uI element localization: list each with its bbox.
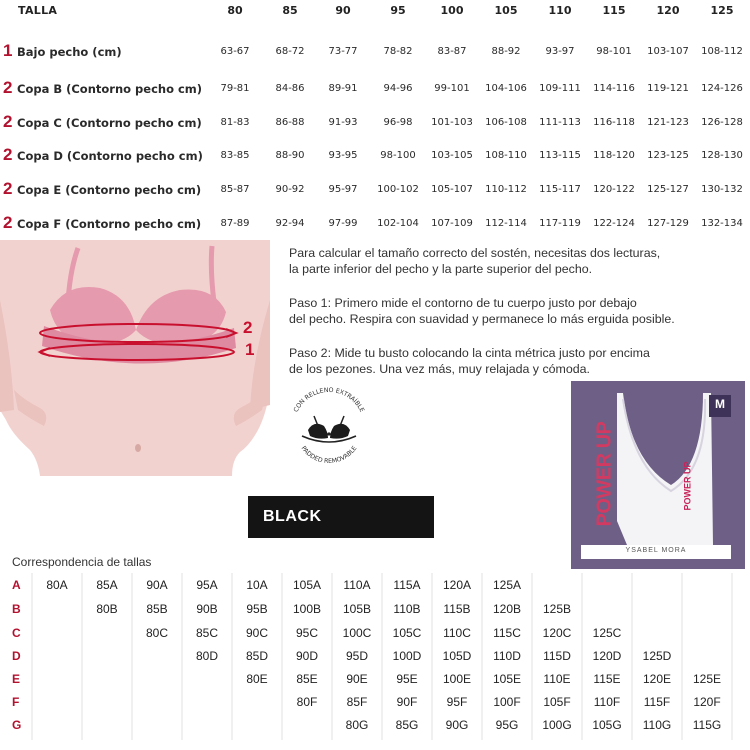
size-header-cell: 90	[335, 4, 351, 17]
size-equivalent-cell: 100G	[542, 718, 572, 732]
size-equivalent-cell: 105F	[543, 695, 571, 709]
size-value-cell: 118-120	[593, 150, 635, 161]
size-equivalent-cell: 120E	[642, 672, 672, 686]
size-equivalent-cell: 125C	[592, 626, 622, 640]
size-header-label: TALLA	[18, 4, 58, 17]
size-equivalent-cell: 110D	[493, 649, 521, 663]
size-equivalent-cell: 100F	[493, 695, 521, 709]
size-value-cell: 132-134	[701, 218, 743, 229]
size-equivalent-cell: 110G	[642, 718, 672, 732]
size-value-cell: 108-110	[485, 150, 527, 161]
size-equivalent-cell: 95F	[446, 695, 468, 709]
size-value-cell: 128-130	[701, 150, 743, 161]
size-value-cell: 122-124	[593, 218, 635, 229]
size-value-cell: 93-95	[328, 150, 358, 161]
intro-paragraph	[289, 245, 739, 277]
step2-line: Paso 2: Mide tu busto colocando la cinta métrica justo por encima	[289, 346, 650, 360]
size-value-cell: 104-106	[485, 83, 527, 94]
size-equivalent-cell: 115B	[443, 602, 471, 616]
measurement-illustration	[0, 240, 280, 480]
product-size-tag: M	[715, 397, 725, 411]
size-equivalent-cell: 85D	[245, 649, 268, 663]
cup-row-label: B	[12, 602, 21, 616]
size-value-cell: 112-114	[485, 218, 527, 229]
step2-paragraph	[289, 345, 739, 377]
size-value-cell: 98-101	[596, 46, 632, 57]
size-equivalent-cell: 120B	[492, 602, 522, 616]
size-equivalent-cell: 85E	[296, 672, 318, 686]
size-equivalent-cell: 120C	[542, 626, 572, 640]
size-header-cell: 100	[440, 4, 464, 17]
size-value-cell: 126-128	[701, 117, 743, 128]
size-equivalent-cell: 80E	[246, 672, 268, 686]
size-equivalent-cell: 115D	[543, 649, 571, 663]
size-value-cell: 85-87	[220, 184, 250, 195]
cup-row-label: E	[12, 672, 21, 686]
row-label: Copa C (Contorno pecho cm)	[17, 116, 202, 130]
size-equivalent-cell: 85B	[146, 602, 168, 616]
size-value-cell: 111-113	[539, 117, 581, 128]
size-value-cell: 91-93	[328, 117, 358, 128]
size-value-cell: 97-99	[328, 218, 358, 229]
size-value-cell: 130-132	[701, 184, 743, 195]
cup-row-label: G	[12, 718, 22, 732]
size-value-cell: 87-89	[220, 218, 250, 229]
row-number: 1	[3, 41, 13, 60]
size-equivalent-cell: 115G	[692, 718, 722, 732]
size-equivalent-cell: 85F	[346, 695, 368, 709]
size-equivalent-cell: 95E	[396, 672, 418, 686]
size-value-cell: 116-118	[593, 117, 635, 128]
size-equivalent-cell: 105D	[442, 649, 472, 663]
size-equivalent-cell: 105C	[392, 626, 422, 640]
size-header-cell: 105	[494, 4, 518, 17]
size-header-cell: 120	[656, 4, 680, 17]
size-value-cell: 113-115	[539, 150, 581, 161]
size-value-cell: 123-125	[647, 150, 689, 161]
size-equivalent-cell: 80A	[46, 578, 68, 592]
underbust-measure-marker: 1	[245, 340, 255, 359]
cup-row-label: F	[12, 695, 20, 709]
size-value-cell: 99-101	[434, 83, 470, 94]
size-equivalent-cell: 105G	[592, 718, 622, 732]
badge-top-text: CON RELLENO EXTRAÍBLE	[292, 386, 366, 414]
size-header-cell: 125	[710, 4, 734, 17]
size-value-cell: 86-88	[275, 117, 305, 128]
size-value-cell: 93-97	[545, 46, 575, 57]
size-equivalent-cell: 110F	[593, 695, 621, 709]
size-equivalent-cell: 85G	[395, 718, 419, 732]
size-equivalent-cell: 90D	[295, 649, 318, 663]
size-value-cell: 100-102	[377, 184, 419, 195]
size-value-cell: 101-103	[431, 117, 473, 128]
size-equivalent-cell: 80D	[195, 649, 218, 663]
product-box-image	[571, 381, 745, 569]
row-number: 2	[3, 145, 13, 164]
row-label: Copa E (Contorno pecho cm)	[17, 183, 202, 197]
size-equivalent-cell: 90E	[346, 672, 368, 686]
size-equivalent-cell: 115A	[393, 578, 421, 592]
size-equivalent-cell: 125D	[642, 649, 672, 663]
size-value-cell: 88-92	[491, 46, 521, 57]
size-equivalent-cell: 80G	[345, 718, 369, 732]
size-value-cell: 115-117	[539, 184, 581, 195]
size-equivalent-cell: 90C	[245, 626, 268, 640]
size-header-cell: 95	[390, 4, 406, 17]
size-value-cell: 95-97	[328, 184, 358, 195]
size-equivalent-cell: 120D	[592, 649, 622, 663]
size-equivalent-cell: 105A	[292, 578, 322, 592]
size-value-cell: 124-126	[701, 83, 743, 94]
row-label: Copa D (Contorno pecho cm)	[17, 149, 203, 163]
product-maker: YSABEL MORA	[625, 547, 687, 554]
size-equivalent-cell: 110C	[443, 626, 471, 640]
color-name: BLACK	[263, 508, 322, 525]
size-equivalent-cell: 95G	[495, 718, 519, 732]
size-equivalent-cell: 120F	[693, 695, 721, 709]
size-value-cell: 106-108	[485, 117, 527, 128]
size-value-cell: 125-127	[647, 184, 689, 195]
size-value-cell: 98-100	[380, 150, 416, 161]
size-value-cell: 121-123	[647, 117, 689, 128]
size-value-cell: 117-119	[539, 218, 581, 229]
size-value-cell: 88-90	[275, 150, 305, 161]
size-equivalent-cell: 100B	[292, 602, 322, 616]
badge-bottom-text: PADDED REMOVABLE	[299, 444, 359, 466]
size-equivalent-cell: 125A	[492, 578, 522, 592]
size-equivalent-cell: 120A	[442, 578, 472, 592]
row-number: 2	[3, 179, 13, 198]
product-brand-text: POWER UP	[593, 421, 616, 527]
size-value-cell: 105-107	[431, 184, 473, 195]
size-equivalent-cell: 90A	[146, 578, 168, 592]
size-equivalent-cell: 105E	[492, 672, 522, 686]
cup-row-label: D	[12, 649, 21, 663]
size-value-cell: 73-77	[328, 46, 358, 57]
size-equivalent-cell: 110E	[543, 672, 571, 686]
step2-line: de los pezones. Una vez más, muy relajada y cómoda.	[289, 362, 590, 376]
size-value-cell: 78-82	[383, 46, 413, 57]
size-value-cell: 90-92	[275, 184, 305, 195]
size-value-cell: 84-86	[275, 83, 305, 94]
size-header-cell: 80	[227, 4, 243, 17]
size-equivalent-cell: 115E	[593, 672, 621, 686]
size-equivalent-cell: 95B	[246, 602, 268, 616]
size-equivalent-cell: 100E	[442, 672, 472, 686]
step1-line: Paso 1: Primero mide el contorno de tu cuerpo justo por debajo	[289, 296, 637, 310]
size-equivalent-cell: 100D	[392, 649, 422, 663]
size-equivalent-cell: 85C	[195, 626, 218, 640]
size-equivalent-cell: 105B	[342, 602, 372, 616]
chest-measure-marker: 2	[243, 318, 253, 337]
size-value-cell: 89-91	[328, 83, 358, 94]
size-equivalent-cell: 90G	[445, 718, 469, 732]
size-equivalent-cell: 90B	[196, 602, 218, 616]
size-value-cell: 83-85	[220, 150, 250, 161]
size-value-cell: 107-109	[431, 218, 473, 229]
size-equivalent-cell: 110B	[393, 602, 421, 616]
size-value-cell: 102-104	[377, 218, 419, 229]
size-value-cell: 120-122	[593, 184, 635, 195]
step1-line: del pecho. Respira con suavidad y permanece lo más erguida posible.	[289, 312, 675, 326]
row-number: 2	[3, 213, 13, 232]
correspondence-title: Correspondencia de tallas	[12, 555, 152, 569]
size-equivalent-cell: 125E	[692, 672, 722, 686]
size-equivalent-cell: 95A	[196, 578, 218, 592]
size-value-cell: 83-87	[437, 46, 467, 57]
size-value-cell: 96-98	[383, 117, 413, 128]
intro-line: la parte inferior del pecho y la parte superior del pecho.	[289, 262, 593, 276]
size-value-cell: 63-67	[220, 46, 250, 57]
row-label: Copa B (Contorno pecho cm)	[17, 82, 203, 96]
size-equivalent-cell: 80F	[296, 695, 318, 709]
intro-line: Para calcular el tamaño correcto del sostén, necesitas dos lecturas,	[289, 246, 661, 260]
size-equivalent-cell: 85A	[96, 578, 118, 592]
size-value-cell: 109-111	[539, 83, 581, 94]
row-label: Bajo pecho (cm)	[17, 45, 122, 59]
cup-row-label: C	[12, 626, 21, 640]
size-equivalent-cell: 80B	[96, 602, 118, 616]
size-header-cell: 115	[602, 4, 626, 17]
row-label: Copa F (Contorno pecho cm)	[17, 217, 202, 231]
size-equivalent-cell: 80C	[145, 626, 168, 640]
size-value-cell: 110-112	[485, 184, 527, 195]
size-equivalent-cell: 90F	[396, 695, 418, 709]
product-tag-text: POWER UP	[682, 461, 693, 511]
size-value-cell: 127-129	[647, 218, 689, 229]
size-equivalent-cell: 100C	[342, 626, 372, 640]
size-equivalent-cell: 95D	[345, 649, 368, 663]
size-value-cell: 119-121	[647, 83, 689, 94]
size-value-cell: 108-112	[701, 46, 743, 57]
size-value-cell: 81-83	[220, 117, 250, 128]
size-value-cell: 94-96	[383, 83, 413, 94]
size-equivalent-cell: 125B	[542, 602, 572, 616]
padded-removable-badge	[284, 382, 374, 472]
row-number: 2	[3, 112, 13, 131]
row-number: 2	[3, 78, 13, 97]
size-equivalent-cell: 10A	[246, 578, 268, 592]
size-equivalent-cell: 115F	[643, 695, 671, 709]
size-value-cell: 68-72	[275, 46, 305, 57]
step1-paragraph	[289, 295, 739, 327]
size-value-cell: 103-107	[647, 46, 689, 57]
size-header-cell: 110	[548, 4, 572, 17]
size-value-cell: 92-94	[275, 218, 305, 229]
size-value-cell: 79-81	[220, 83, 250, 94]
cup-row-label: A	[12, 578, 21, 592]
size-header-cell: 85	[282, 4, 298, 17]
size-equivalent-cell: 95C	[295, 626, 318, 640]
size-equivalent-cell: 115C	[493, 626, 521, 640]
size-value-cell: 103-105	[431, 150, 473, 161]
size-value-cell: 114-116	[593, 83, 635, 94]
size-equivalent-cell: 110A	[343, 578, 371, 592]
